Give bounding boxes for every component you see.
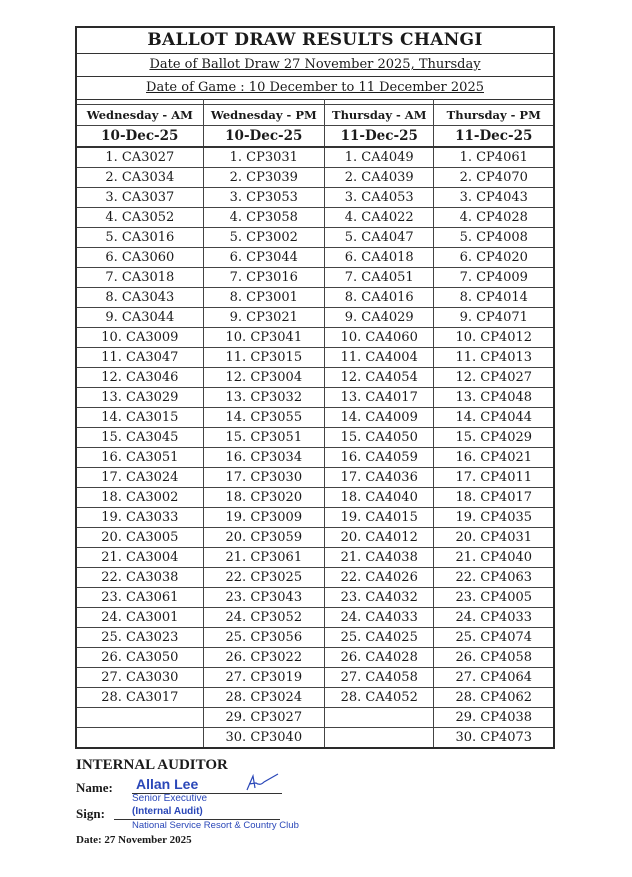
- result-cell: 4. CA3052: [77, 208, 203, 228]
- result-cell: 26. CP3022: [203, 648, 324, 668]
- column-header: Wednesday - AM: [77, 105, 203, 126]
- game-date: [77, 77, 553, 99]
- column-header: Thursday - PM: [434, 105, 553, 126]
- result-cell: 4. CP3058: [203, 208, 324, 228]
- result-cell: 9. CP4071: [434, 308, 553, 328]
- column-date: 10-Dec-25: [77, 126, 203, 148]
- result-cell: 24. CA4033: [325, 608, 434, 628]
- result-cell: 10. CP3041: [203, 328, 324, 348]
- result-cell: 24. CA3001: [77, 608, 203, 628]
- column-date: 11-Dec-25: [434, 126, 553, 148]
- result-cell: 19. CP4035: [434, 508, 553, 528]
- result-cell: 2. CA3034: [77, 168, 203, 188]
- table-row: [77, 688, 553, 708]
- table-row: [77, 528, 553, 548]
- result-cell: 25. CA3023: [77, 628, 203, 648]
- result-cell: 3. CP3053: [203, 188, 324, 208]
- result-cell: 16. CP3034: [203, 448, 324, 468]
- result-cell: 21. CA4038: [325, 548, 434, 568]
- sign-label: Sign:: [76, 806, 105, 821]
- table-row: [77, 628, 553, 648]
- ballot-draw-date: [77, 54, 553, 77]
- result-cell: 6. CP3044: [203, 248, 324, 268]
- result-cell: 13. CA3029: [77, 388, 203, 408]
- table-row: [77, 368, 553, 388]
- day-header-row: [77, 105, 553, 126]
- table-row: [77, 488, 553, 508]
- table-row: [77, 348, 553, 368]
- result-cell: 12. CP4027: [434, 368, 553, 388]
- result-cell: 17. CA4036: [325, 468, 434, 488]
- result-cell: 7. CA4051: [325, 268, 434, 288]
- result-cell: 1. CP3031: [203, 147, 324, 168]
- result-cell: 5. CP3002: [203, 228, 324, 248]
- result-cell: 27. CP3019: [203, 668, 324, 688]
- result-cell: 23. CA3061: [77, 588, 203, 608]
- result-cell: 5. CA4047: [325, 228, 434, 248]
- column-date: 11-Dec-25: [325, 126, 434, 148]
- table-row: [77, 548, 553, 568]
- column-date: 10-Dec-25: [203, 126, 324, 148]
- result-cell: 23. CA4032: [325, 588, 434, 608]
- result-cell: 4. CA4022: [325, 208, 434, 228]
- result-cell: 21. CP3061: [203, 548, 324, 568]
- result-cell: 22. CP4063: [434, 568, 553, 588]
- date-header-row: [77, 126, 553, 148]
- result-cell: 20. CA4012: [325, 528, 434, 548]
- table-row: [77, 228, 553, 248]
- result-cell: 18. CP4017: [434, 488, 553, 508]
- result-cell: 30. CP3040: [203, 728, 324, 748]
- result-cell: 26. CA3050: [77, 648, 203, 668]
- result-cell: 12. CA3046: [77, 368, 203, 388]
- result-cell: 19. CP3009: [203, 508, 324, 528]
- table-row: [77, 668, 553, 688]
- result-cell: 26. CP4058: [434, 648, 553, 668]
- result-cell: [325, 708, 434, 728]
- result-cell: 15. CP3051: [203, 428, 324, 448]
- result-cell: 9. CP3021: [203, 308, 324, 328]
- table-row: [77, 308, 553, 328]
- result-cell: 7. CP3016: [203, 268, 324, 288]
- result-cell: 17. CP4011: [434, 468, 553, 488]
- result-cell: 2. CA4039: [325, 168, 434, 188]
- result-cell: 13. CA4017: [325, 388, 434, 408]
- table-row: [77, 188, 553, 208]
- result-cell: [77, 728, 203, 748]
- ballot-results-sheet: [75, 26, 555, 749]
- result-cell: 10. CA4060: [325, 328, 434, 348]
- result-cell: 20. CP3059: [203, 528, 324, 548]
- result-cell: 11. CA3047: [77, 348, 203, 368]
- result-cell: 17. CA3024: [77, 468, 203, 488]
- result-cell: 29. CP4038: [434, 708, 553, 728]
- table-row: [77, 288, 553, 308]
- result-cell: 13. CP3032: [203, 388, 324, 408]
- result-cell: 25. CP4074: [434, 628, 553, 648]
- result-cell: 3. CP4043: [434, 188, 553, 208]
- result-cell: 18. CP3020: [203, 488, 324, 508]
- result-cell: 25. CP3056: [203, 628, 324, 648]
- result-cell: 30. CP4073: [434, 728, 553, 748]
- signature-icon: [244, 772, 284, 794]
- result-cell: 14. CA4009: [325, 408, 434, 428]
- result-cell: 16. CA3051: [77, 448, 203, 468]
- table-row: [77, 408, 553, 428]
- result-cell: 19. CA3033: [77, 508, 203, 528]
- game-date-text: Date of Game : 10 December to 11 December 2025: [146, 80, 484, 95]
- result-cell: 13. CP4048: [434, 388, 553, 408]
- result-cell: 11. CP4013: [434, 348, 553, 368]
- result-cell: 7. CA3018: [77, 268, 203, 288]
- name-label: Name:: [76, 780, 113, 795]
- table-row: [77, 648, 553, 668]
- result-cell: 5. CP4008: [434, 228, 553, 248]
- result-cell: 9. CA4029: [325, 308, 434, 328]
- result-cell: 9. CA3044: [77, 308, 203, 328]
- result-cell: 1. CA4049: [325, 147, 434, 168]
- result-cell: 27. CA4058: [325, 668, 434, 688]
- result-cell: 15. CA4050: [325, 428, 434, 448]
- result-cell: 8. CP3001: [203, 288, 324, 308]
- result-cell: 22. CA3038: [77, 568, 203, 588]
- table-row: [77, 448, 553, 468]
- column-header: Wednesday - PM: [203, 105, 324, 126]
- result-cell: 20. CP4031: [434, 528, 553, 548]
- table-row: [77, 208, 553, 228]
- result-cell: 1. CA3027: [77, 147, 203, 168]
- auditor-date: Date: 27 November 2025: [76, 834, 192, 846]
- result-cell: 20. CA3005: [77, 528, 203, 548]
- table-row: [77, 428, 553, 448]
- result-cell: 1. CP4061: [434, 147, 553, 168]
- result-cell: 21. CA3004: [77, 548, 203, 568]
- result-cell: 10. CP4012: [434, 328, 553, 348]
- result-cell: 23. CP3043: [203, 588, 324, 608]
- result-cell: 10. CA3009: [77, 328, 203, 348]
- result-cell: 14. CP4044: [434, 408, 553, 428]
- table-row: [77, 147, 553, 168]
- result-cell: 8. CP4014: [434, 288, 553, 308]
- result-cell: 15. CP4029: [434, 428, 553, 448]
- result-cell: 3. CA3037: [77, 188, 203, 208]
- result-cell: 6. CP4020: [434, 248, 553, 268]
- result-cell: 12. CP3004: [203, 368, 324, 388]
- table-row: [77, 468, 553, 488]
- table-row: [77, 588, 553, 608]
- auditor-organization: National Service Resort & Country Club: [132, 820, 299, 831]
- result-cell: [325, 728, 434, 748]
- result-cell: 11. CA4004: [325, 348, 434, 368]
- result-cell: 4. CP4028: [434, 208, 553, 228]
- result-cell: 8. CA3043: [77, 288, 203, 308]
- result-cell: 18. CA3002: [77, 488, 203, 508]
- result-cell: 23. CP4005: [434, 588, 553, 608]
- result-cell: 16. CP4021: [434, 448, 553, 468]
- result-cell: 25. CA4025: [325, 628, 434, 648]
- table-row: [77, 268, 553, 288]
- result-cell: 11. CP3015: [203, 348, 324, 368]
- result-cell: 17. CP3030: [203, 468, 324, 488]
- results-table: [77, 99, 553, 747]
- result-cell: 7. CP4009: [434, 268, 553, 288]
- result-cell: 28. CA4052: [325, 688, 434, 708]
- result-cell: 29. CP3027: [203, 708, 324, 728]
- table-row: [77, 388, 553, 408]
- result-cell: 8. CA4016: [325, 288, 434, 308]
- column-header: Thursday - AM: [325, 105, 434, 126]
- result-cell: 28. CA3017: [77, 688, 203, 708]
- result-cell: 3. CA4053: [325, 188, 434, 208]
- result-cell: 6. CA3060: [77, 248, 203, 268]
- table-row: [77, 168, 553, 188]
- name-value: Allan Lee: [136, 776, 199, 792]
- result-cell: 22. CA4026: [325, 568, 434, 588]
- result-cell: 16. CA4059: [325, 448, 434, 468]
- sign-line: [76, 804, 376, 820]
- result-cell: 19. CA4015: [325, 508, 434, 528]
- table-row: [77, 508, 553, 528]
- table-row: [77, 608, 553, 628]
- table-row: [77, 708, 553, 728]
- result-cell: 24. CP4033: [434, 608, 553, 628]
- result-cell: 15. CA3045: [77, 428, 203, 448]
- result-cell: 2. CP3039: [203, 168, 324, 188]
- document-title: BALLOT DRAW RESULTS CHANGI: [77, 28, 553, 54]
- result-cell: 18. CA4040: [325, 488, 434, 508]
- result-cell: 26. CA4028: [325, 648, 434, 668]
- result-cell: 14. CP3055: [203, 408, 324, 428]
- result-cell: [77, 708, 203, 728]
- table-row: [77, 248, 553, 268]
- result-cell: 21. CP4040: [434, 548, 553, 568]
- result-cell: 6. CA4018: [325, 248, 434, 268]
- result-cell: 24. CP3052: [203, 608, 324, 628]
- auditor-heading: INTERNAL AUDITOR: [76, 757, 228, 773]
- auditor-title-line1: Senior Executive: [132, 793, 208, 804]
- result-cell: 27. CA3030: [77, 668, 203, 688]
- result-cell: 27. CP4064: [434, 668, 553, 688]
- result-cell: 12. CA4054: [325, 368, 434, 388]
- result-cell: 2. CP4070: [434, 168, 553, 188]
- table-row: [77, 568, 553, 588]
- ballot-draw-date-text: Date of Ballot Draw 27 November 2025, Thursday: [149, 57, 481, 72]
- result-cell: 5. CA3016: [77, 228, 203, 248]
- internal-auditor-block: [76, 757, 376, 846]
- result-cell: 28. CP3024: [203, 688, 324, 708]
- auditor-title-line2: (Internal Audit): [132, 806, 203, 817]
- result-cell: 22. CP3025: [203, 568, 324, 588]
- result-cell: 14. CA3015: [77, 408, 203, 428]
- table-row: [77, 328, 553, 348]
- result-cell: 28. CP4062: [434, 688, 553, 708]
- table-row: [77, 728, 553, 748]
- name-line: [76, 778, 376, 794]
